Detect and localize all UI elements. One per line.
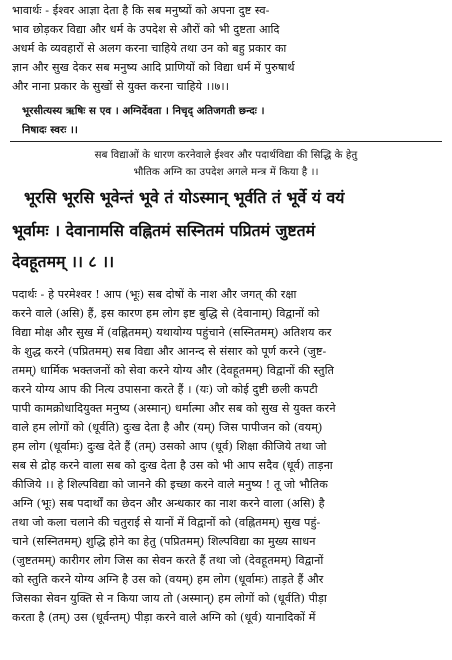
padarth-line-10: सब से द्रोह करने वाला सब को दुःख देता है उस को भी आप सदैव (धूर्व) ताड़ना [12,459,333,472]
padarth-line-13: तथा जो कला चलाने की चतुराई से यानों में विद्वानों को (वह्नितमम्) सुख पहुं- [12,516,321,529]
bhavarth-line-2: भाव छोड़कर विद्या और धर्म के उपदेश से औरों को भी दुष्टता आदि [12,23,280,36]
padarth-line-18: करता है (तम्) उस (धूर्वन्तम्) पीड़ा करने वाले अग्नि को (धूर्व) यानादिकों में [12,611,316,624]
divider [10,141,442,142]
padarth-line-6: करने योग्य आप की नित्य उपासना करते हैं । (यः) जो कोई दुष्टी छली कपटी [12,383,318,396]
padarth-line-4: के शुद्ध करने (पप्रितमम्) सब विद्या और आनन्द से संसार को पूर्ण करने (जुष्ट- [12,345,327,358]
padarth-line-12: अग्नि (भूः) सब पदार्थों का छेदन और अन्धकार का नाश करने वाला (असि) है [12,497,325,510]
padarth-line-7: पापी कामक्रोधादियुक्त मनुष्य (अस्मान्) धर्मात्मा और सब को सुख से युक्त करने [12,402,336,415]
intro-line-2: भौतिक अग्नि का उपदेश अगले मन्त्र में किया है ।। [133,167,319,178]
svara-line: निषादः स्वरः ।। [22,124,78,136]
padarth-line-9: हम लोग (धूर्वामः) दुःख देते हैं (तम्) उसको आप (धूर्व) शिक्षा कीजिये तथा जो [12,440,327,453]
padarth-line-14: चाने (सस्नितमम्) शुद्धि होने का हेतु (पप्रितमम्) शिल्पविद्या का मुख्य साधन [12,535,316,548]
mantra-line-3: देवहूतमम् ।। ८ ।। [12,252,115,271]
bhavarth-line-4: ज्ञान और सुख देकर सब मनुष्य आदि प्राणियों को विद्या धर्म में पुरुषार्थ [12,61,295,74]
bhavarth-line-3: अधर्म के व्यवहारों से अलग करना चाहिये तथा उन को बहु प्रकार का [12,42,287,55]
padarth-line-11: कीजिये ।। हे शिल्पविद्या को जानने की इच्छा करने वाले मनुष्य ! तू जो भौतिक [12,478,328,491]
padarth-line-15: (जुष्टतमम्) कारीगर लोग जिस का सेवन करते हैं तथा जो (देवहूतमम्) विद्वानों [12,554,324,567]
mantra-line-2: भूर्वामः । देवानामसि वह्नितमं सस्नितमं पप्रितमं जुष्टतमं [12,221,316,240]
padarth-line-17: जिसका सेवन युक्ति से न किया जाय तो (अस्मान्) हम लोगों को (धूर्वति) पीड़ा [12,592,327,605]
padarth-line-3: विद्या मोक्ष और सुख में (वह्नितमम्) यथायोग्य पहुंचाने (सस्नितमम्) अतिशय कर [12,326,332,339]
bhavarth-line-1: भावार्थः - ईश्वर आज्ञा देता है कि सब मनुष्यों को अपना दुष्ट स्व- [12,4,270,17]
padarth-line-5: तमम्) धार्मिक भक्तजनों को सेवा करने योग्य और (देवहूतमम्) विद्वानों की स्तुति [12,364,334,377]
padarth-line-2: करने वाले (असि) हैं, इस कारण हम लोग इष्ट बुद्धि से (देवानाम्) विद्वानों को [12,307,320,320]
mantra-line-1: भूरसि भूरसि भूवेन्तं भूवे तं योऽस्मान् भूर्वति तं भूर्वे यं वयं [24,188,345,207]
padarth-line-1: पदार्थः - हे परमेश्वर ! आप (भूः) सब दोषों के नाश और जगत् की रक्षा [12,288,297,301]
padarth-line-8: वाले हम लोगों को (धूर्वति) दुःख देता है और (यम्) जिस पापीजन को (वयम्) [12,421,323,434]
rishi-devata-line: भूरसीत्यस्य ऋषिः स एव । अग्निर्देवता । निचृद् अतिजगती छन्दः । [22,105,265,117]
intro-line-1: सब विद्याओं के धारण करनेवाले ईश्वर और पदार्थविद्या की सिद्धि के हेतु [94,150,358,161]
padarth-line-16: को स्तुति करने योग्य अग्नि है उस को (वयम्) हम लोग (धूर्वामः) ताड़ते हैं और [12,573,324,586]
bhavarth-line-5: और नाना प्रकार के सुखों से युक्त करना चाहिये ।।७।। [12,80,230,93]
